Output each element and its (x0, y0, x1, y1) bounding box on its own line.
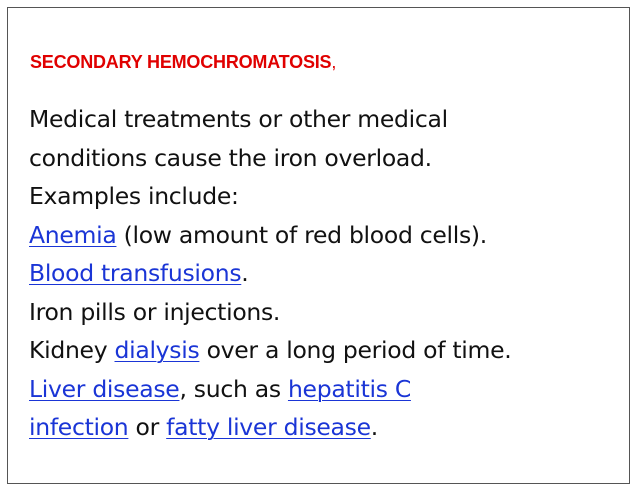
or-text: or (128, 413, 167, 441)
line-9-period: . (370, 413, 378, 441)
kidney-text: Kidney (29, 336, 115, 364)
body-line-6: Iron pills or injections. (29, 297, 281, 326)
anemia-description: (low amount of red blood cells). (116, 220, 487, 249)
slide-body (29, 100, 619, 447)
line-5-period: . (241, 259, 249, 287)
body-line-9 (29, 408, 619, 447)
such-as-text: , such as (179, 374, 288, 403)
heading-comma: , (331, 52, 337, 72)
fatty-liver-disease-link[interactable]: fatty liver disease (166, 413, 371, 441)
body-line-8 (29, 370, 619, 409)
body-line-1: Medical treatments or other medical (29, 105, 448, 133)
liver-disease-link[interactable]: Liver disease (29, 374, 180, 403)
body-line-2: conditions cause the iron overload. (29, 143, 432, 172)
body-line-7 (29, 331, 619, 370)
anemia-link[interactable]: Anemia (29, 220, 117, 249)
body-line-5 (29, 254, 619, 293)
dialysis-link[interactable]: dialysis (114, 336, 200, 364)
infection-link[interactable]: infection (29, 413, 129, 441)
heading-title: SECONDARY HEMOCHROMATOSIS (30, 52, 332, 72)
slide-heading (30, 52, 336, 73)
body-line-3: Examples include: (29, 182, 239, 210)
hepatitis-c-link[interactable]: hepatitis C (287, 374, 411, 403)
slide-frame (7, 7, 630, 484)
dialysis-description: over a long period of time. (199, 336, 512, 364)
blood-transfusions-link[interactable]: Blood transfusions (29, 259, 242, 287)
body-line-4 (29, 216, 619, 255)
